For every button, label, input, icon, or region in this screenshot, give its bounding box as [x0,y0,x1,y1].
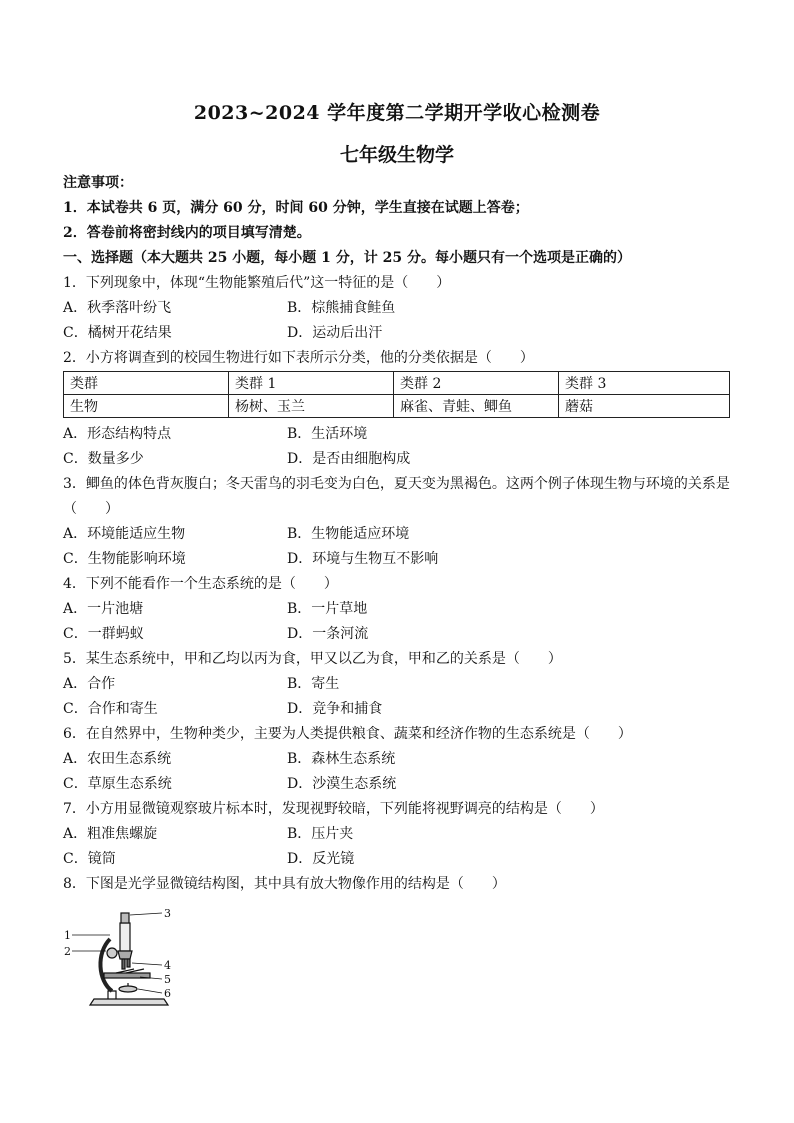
question-1-option-d: D．运动后出汗 [287,325,383,341]
figure-label-3: 3 [164,907,171,920]
question-7-stem: 7．小方用显微镜观察玻片标本时，发现视野较暗，下列能将视野调亮的结构是（ ） [63,801,604,817]
section-heading: 一、选择题（本大题共 25 小题，每小题 1 分，计 25 分。每小题只有一个选项是正确的） [63,250,631,266]
question-2-option-d: D．是否由细胞构成 [287,451,411,467]
question-4-option-c: C．一群蚂蚁 [63,626,144,642]
question-5-option-d: D．竞争和捕食 [287,701,383,717]
figure-label-4: 4 [164,959,171,972]
question-2-option-b: B．生活环境 [287,426,368,442]
question-5-option-a: A．合作 [63,676,116,692]
question-3-option-a: A．环境能适应生物 [63,526,186,542]
table-cell: 生物 [64,395,229,418]
question-4-option-b: B．一片草地 [287,601,368,617]
figure-label-5: 5 [164,973,171,986]
microscope-figure [64,903,184,1008]
question-7-option-d: D．反光镜 [287,851,355,867]
notice-heading: 注意事项： [63,175,133,191]
question-5-option-b: B．寄生 [287,676,340,692]
question-4-option-d: D．一条河流 [287,626,369,642]
figure-label-2: 2 [64,945,71,958]
notice-item-2: 2．答卷前将密封线内的项目填写清楚。 [63,225,311,241]
question-3-stem: 3．鲫鱼的体色背灰腹白；冬天雷鸟的羽毛变为白色，夏天变为黑褐色。这两个例子体现生物与环境的关系是 [63,476,730,492]
table-row [64,372,730,395]
question-5-option-c: C．合作和寄生 [63,701,158,717]
question-1-stem: 1．下列现象中，体现“生物能繁殖后代”这一特征的是（ ） [63,275,451,291]
question-4-stem: 4．下列不能看作一个生态系统的是（ ） [63,576,338,592]
figure-label-6: 6 [164,987,171,1000]
question-1-option-a: A．秋季落叶纷飞 [63,300,172,316]
question-1-option-b: B．棕熊捕食鲑鱼 [287,300,396,316]
table-cell: 类群 3 [559,372,730,395]
question-2-option-c: C．数量多少 [63,451,144,467]
question-1-option-c: C．橘树开花结果 [63,325,172,341]
question-6-option-c: C．草原生态系统 [63,776,172,792]
question-5-stem: 5．某生态系统中，甲和乙均以丙为食，甲又以乙为食，甲和乙的关系是（ ） [63,651,562,667]
question-6-option-a: A．农田生态系统 [63,751,172,767]
question-7-option-a: A．粗准焦螺旋 [63,826,158,842]
question-6-stem: 6．在自然界中，生物种类少，主要为人类提供粮食、蔬菜和经济作物的生态系统是（ ） [63,726,632,742]
table-cell: 麻雀、青蛙、鲫鱼 [394,395,559,418]
table-cell: 杨树、玉兰 [229,395,394,418]
table-cell: 类群 [64,372,229,395]
question-3-stem-cont: （ ） [63,501,119,517]
question-2-stem: 2．小方将调查到的校园生物进行如下表所示分类，他的分类依据是（ ） [63,350,534,366]
figure-label-1: 1 [64,929,71,942]
table-cell: 类群 1 [229,372,394,395]
question-8-stem: 8．下图是光学显微镜结构图，其中具有放大物像作用的结构是（ ） [63,876,506,892]
notice-item-1: 1．本试卷共 6 页，满分 60 分，时间 60 分钟，学生直接在试题上答卷； [63,200,529,216]
question-4-option-a: A．一片池塘 [63,601,144,617]
table-cell: 蘑菇 [559,395,730,418]
table-cell: 类群 2 [394,372,559,395]
question-6-option-b: B．森林生态系统 [287,751,396,767]
exam-subtitle: 七年级生物学 [339,144,454,166]
question-7-option-b: B．压片夹 [287,826,354,842]
question-7-option-c: C．镜筒 [63,851,116,867]
classification-table [63,371,730,418]
question-2-option-a: A．形态结构特点 [63,426,172,442]
question-3-option-d: D．环境与生物互不影响 [287,551,439,567]
question-3-option-b: B．生物能适应环境 [287,526,410,542]
exam-title: 2023~2024 学年度第二学期开学收心检测卷 [193,102,601,124]
table-row [64,395,730,418]
question-3-option-c: C．生物能影响环境 [63,551,186,567]
question-6-option-d: D．沙漠生态系统 [287,776,397,792]
